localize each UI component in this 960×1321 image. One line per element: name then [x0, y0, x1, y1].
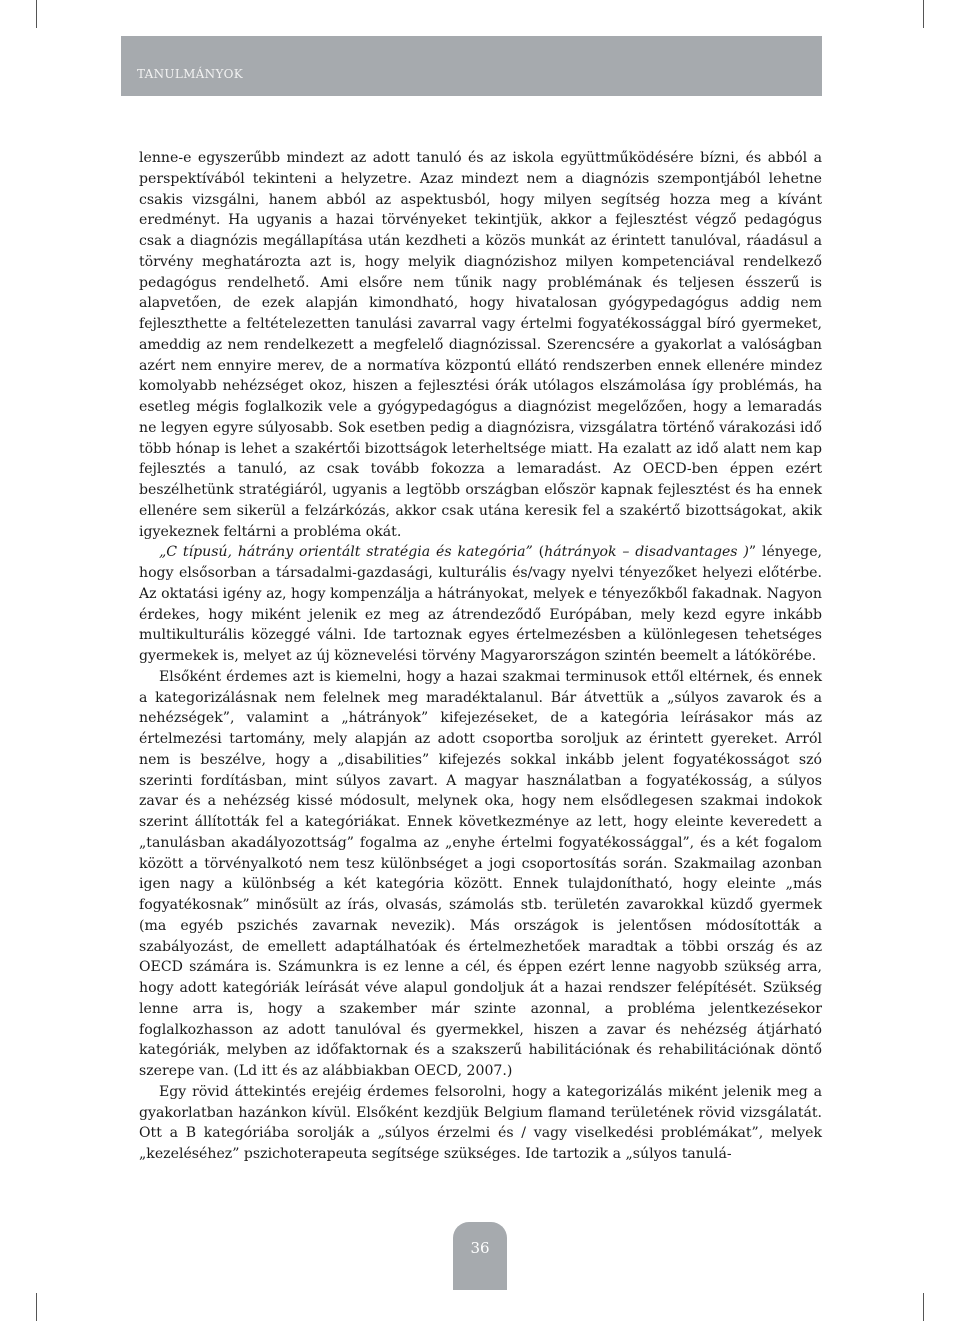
crop-mark-top-right — [923, 0, 924, 28]
paragraph-4: Egy rövid áttekintés erejéig érdemes felsorolni, hogy a kategorizálás miként jelenik meg a gyakorlatban hazánkon kívül. Elsőként kezdjük Belgium flamand területének rövid vizsgálatát. Ott a B kategóriába sorolják a „súlyos érzelmi és / vagy viselkedési problémákat”, melyek „kezeléséhez” pszichoterapeuta segítsége szükséges. Ide tartozik a „súlyos tanulá- — [139, 1083, 822, 1162]
paren-open: ( — [532, 544, 545, 561]
page-number-tab — [453, 1222, 507, 1290]
paragraph-2-text: ” lényege, hogy elsősorban a társadalmi-gazdasági, kulturális és/vagy nyelvi tényezőket helyezi előtérbe. Az oktatási igény az, hogy kompenzálja a hátrányokat, melyek e tényezőkből fakadnak. Nagyon érdekes, hogy miként jelenik ez meg az átrendeződő Európában, mely kezd egyre inkább multikulturális közeggé válni. Ide tartoznak egyes értelmezésben a különlegesen tehetséges gyermekek is, melyet az új köznevelési törvény Magyarországon szintén beemelt a látókörébe. — [139, 544, 823, 664]
paragraph-2 — [139, 542, 822, 667]
paragraph-1: lenne-e egyszerűbb mindezt az adott tanuló és az iskola együttműködésére bízni, és abból a perspektívából tekinteni a helyzetre. Azaz mindezt nem a diagnózis szempontjából lehetne csakis vizsgálni, hanem abból az aspektusból, hogy milyen segítség hozza meg a kívánt eredményt. Ha ugyanis a hazai törvényeket tekintjük, akkor a fejlesztést végző pedagógus csak a diagnózis megállapítása után kezdheti a közös munkát az érintett tanulóval, ráadásul a törvény meghatározta azt is, hogy melyik diagnózishoz milyen kompetenciával rendelkező pedagógus rendelhető. Ami elsőre nem tűnik nagy problémának és teljesen ésszerű is alapvetően, de ezek alapján kimondható, hogy hivatalosan gyógypedagógus addig nem fejleszthette a feltételezetten tanulási zavarral vagy értelmi fogyatékossággal bíró gyermeket, ameddig az nem rendelkezett a megfelelő diagnózissal. Szerencsére a gyakorlat a valóságban azért nem ennyire merev, de a normatíva központú ellátó rendszerben ennek ellenére mindez komolyabb nehézséget okoz, hiszen a fejlesztési órák utólagos elszámolása így problémás, ha esetleg mégis foglalkozik vele a gyógypedagógus a diagnózist megelőzően, hogy a lemaradás ne legyen egyre súlyosabb. Sok esetben pedig a diagnózisra, vizsgálatra történő várakozási idő több hónap is lehet a szakértői bizottságok leterheltsége miatt. Ha ezalatt az idő alatt nem kap fejlesztés a tanuló, az csak tovább fokozza a lemaradást. Az OECD-ben éppen ezért beszélhetünk stratégiáról, ugyanis a legtöbb országban először kapnak fejlesztést és ha ennek ellenére sem sikerül a felzárkózás, akkor csak utána keresik fel a szakértő bizottságokat, akik igyekeznek feltárni a probléma okát. — [139, 150, 822, 540]
italic-term: „C típusú, hátrány orientált stratégia és kategória” — [159, 544, 533, 561]
crop-mark-bottom-left — [36, 1293, 37, 1321]
section-title: TANULMÁNYOK — [137, 67, 244, 81]
running-header — [121, 36, 822, 96]
paragraph-3: Elsőként érdemes azt is kiemelni, hogy a hazai szakmai terminusok ettől eltérnek, és ennek a kategorizálásnak nem felelnek meg maradéktalanul. Bár átvettük a „súlyos zavarok és a nehézségek”, valamint a „hátrányok” kifejezéseket, de a kategória leírásakor más az értelmezési tartomány, mely alapján az adott csoportba soroljuk az érintett gyereket. Arról nem is beszélve, hogy a „disabilities” kifejezés sokkal inkább jelent fogyatékosságot szó szerinti fordításban, mint súlyos zavart. A magyar használatban a fogyatékosság, a súlyos zavar és a nehézség kissé módosult, melynek oka, hogy nem elsődlegesen szakmai indokok szerint állították fel a kategóriákat. Ennek következménye az lett, hogy eleinte keveredett a „tanulásban akadályozottság” fogalma az „enyhe értelmi fogyatékossággal”, és a két fogalom között a törvényalkotó nem tesz különbséget a jogi csoportosítás során. Szakmailag azonban igen nagy a különbség a két kategória között. Ennek tulajdonítható, hogy eleinte „más fogyatékosnak” minősült az írás, olvasás, számolás stb. területén zavarokkal küzdő gyermek (ma egyéb pszichés zavarnak nevezik). Más országok is jelentősen módosították a szabályozást, de emellett adaptálhatóak és értelmezhetőek maradtak a többi ország és az OECD számára is. Számunkra is ez lenne a cél, és éppen ezért lenne nagyobb szükség arra, hogy adott kategóriák leírását véve alapul gondoljuk át a hazai rendszer felépítését. Szükség lenne arra is, hogy a szakember már szinte azonnal, a probléma jelentkezésekor foglalkozhasson az adott tanulóval és gyermekkel, hiszen a zavar és nehézség átjárható kategóriák, melyben az időfaktornak és a szakszerű habilitációnak és rehabilitációnak döntő szerepe van. (Ld itt és az alábbiakban OECD, 2007.) — [139, 668, 822, 1079]
italic-term-translation: hátrányok – disadvantages ) — [544, 544, 749, 561]
page-number: 36 — [470, 1239, 490, 1257]
crop-mark-bottom-right — [923, 1293, 924, 1321]
crop-mark-top-left — [36, 0, 37, 28]
article-body — [139, 148, 822, 1165]
